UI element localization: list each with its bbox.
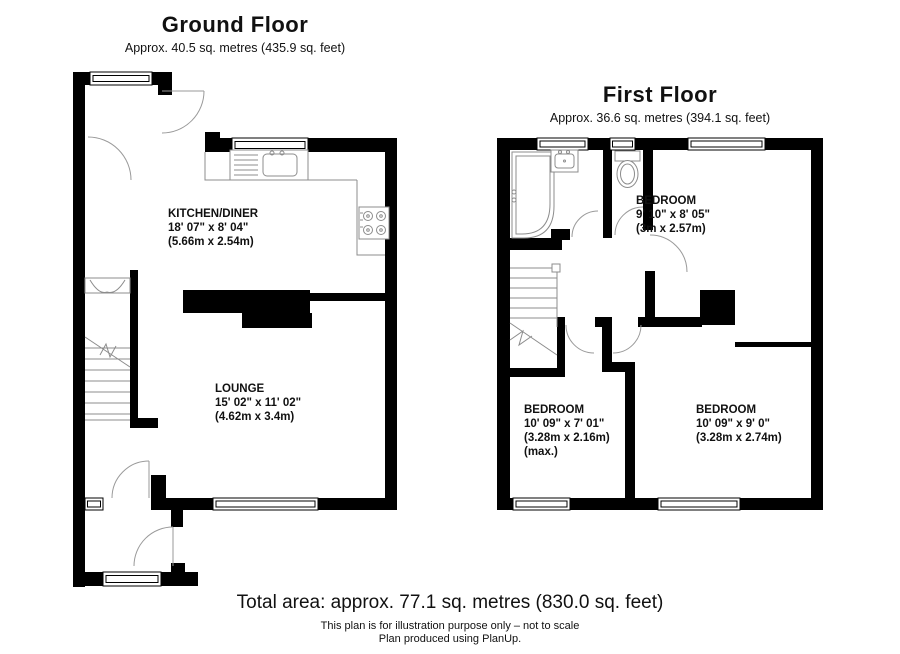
ground-floor-header bbox=[95, 12, 375, 55]
bedroom-right-door bbox=[613, 325, 641, 353]
window bbox=[610, 138, 635, 150]
chimney-breast bbox=[700, 290, 735, 325]
bathroom-fixtures bbox=[510, 150, 640, 355]
bathtub bbox=[512, 152, 554, 238]
porch-door bbox=[162, 91, 204, 133]
window bbox=[103, 572, 161, 586]
room-label-bedroom-right: BEDROOM 10' 09" x 9' 0" (3.28m x 2.74m) bbox=[696, 404, 782, 444]
first-floor-header bbox=[520, 82, 800, 125]
hob bbox=[359, 207, 389, 239]
window bbox=[658, 498, 740, 510]
bedroom-top-door bbox=[650, 235, 687, 272]
window bbox=[513, 498, 570, 510]
basin bbox=[551, 150, 578, 172]
room-label-lounge: LOUNGE 15' 02" x 11' 02" (4.62m x 3.4m) bbox=[215, 383, 302, 423]
total-area-text: Total area: approx. 77.1 sq. metres (830.0 sq. feet) bbox=[236, 592, 664, 613]
kitchen-sink bbox=[230, 150, 308, 180]
ground-floor-doors bbox=[88, 91, 204, 566]
lounge-door bbox=[112, 461, 149, 498]
first-floor-title: First Floor bbox=[602, 82, 718, 107]
ground-floor-subtitle: Approx. 40.5 sq. metres (435.9 sq. feet) bbox=[124, 41, 346, 55]
first-floor-subtitle: Approx. 36.6 sq. metres (394.1 sq. feet) bbox=[549, 111, 771, 125]
bathroom-door bbox=[572, 211, 598, 237]
front-door bbox=[134, 527, 173, 566]
window bbox=[85, 498, 103, 510]
staircase bbox=[510, 264, 560, 355]
chimney-breast bbox=[183, 290, 310, 313]
window bbox=[688, 138, 765, 150]
ground-floor-plan bbox=[73, 72, 397, 587]
footer bbox=[0, 592, 900, 645]
room-label-kitchen: KITCHEN/DINER 18' 07" x 8' 04" (5.66m x 2.54m) bbox=[168, 208, 259, 248]
staircase bbox=[85, 337, 130, 420]
room-label-bedroom-left: BEDROOM 10' 09" x 7' 01" (3.28m x 2.16m) (max.) bbox=[524, 404, 610, 458]
window bbox=[90, 72, 152, 85]
window bbox=[537, 138, 588, 150]
credit-text: Plan produced using PlanUp. bbox=[378, 633, 522, 645]
porch-inner-door bbox=[88, 137, 131, 180]
disclaimer-text: This plan is for illustration purpose only – not to scale bbox=[320, 620, 580, 632]
toilet bbox=[615, 151, 640, 188]
window bbox=[213, 498, 318, 510]
understairs-cupboard bbox=[85, 278, 130, 293]
bedroom-left-door bbox=[566, 325, 594, 353]
room-label-bedroom-top: BEDROOM 9' 10" x 8' 05" (3m x 2.57m) bbox=[636, 195, 710, 235]
ground-floor-title: Ground Floor bbox=[161, 12, 309, 37]
